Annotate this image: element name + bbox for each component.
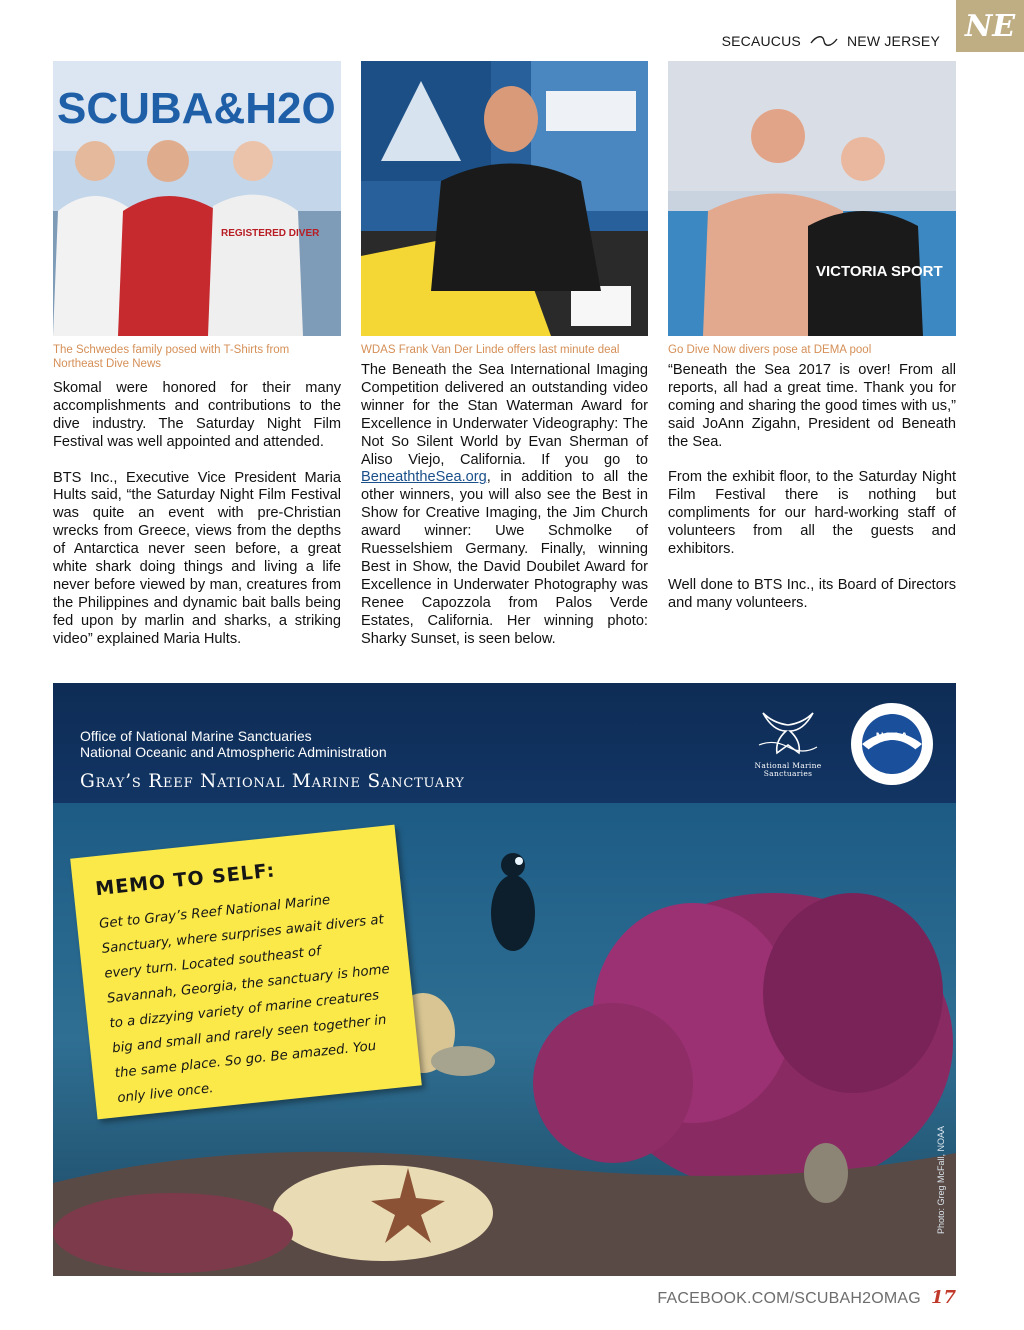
noaa-seal-icon (849, 701, 935, 787)
national-marine-sanctuaries-logo (743, 701, 833, 789)
paragraph: From the exhibit floor, to the Saturday Night Film Festival there is nothing but compliments for our hard-working staff of volunteers from all the guests and exhibitors. (668, 469, 956, 558)
agency-line: National Oceanic and Atmospheric Administration (80, 744, 387, 760)
beneaththesea-link[interactable]: BeneaththeSea.org (361, 469, 487, 486)
paragraph-text: , in addition to all the other winners, you will also see the Best in Show for Creative Imaging, the Jim Church award winner: Uwe Schmolke of Ruesselshiem Germany. Finally, winning Best in Show, the David Doubilet Award for Excellence in Underwater Photography was Renee Capozzola from Palos Verde Estates, California. Her winning photo: Sharky Sunset, is seen below. (361, 469, 648, 647)
paragraph: Skomal were honored for their many accomplishments and contributions to the dive industry. The Saturday Night Film Festival was well appointed and attended. (53, 380, 341, 450)
facebook-url: FACEBOOK.COM/SCUBAH2OMAG (657, 1290, 921, 1307)
photo-frank-van-der-linde (361, 61, 648, 336)
city-label: SECAUCUS (721, 33, 801, 49)
paragraph-text: The Beneath the Sea International Imaging Competition delivered an outstanding video winner for the Stan Waterman Award for Excellence in Underwater Videography: The Not So Silent World by Evan Sherman of Aliso Viejo, California. If you go to (361, 362, 648, 468)
photo-caption: Go Dive Now divers pose at DEMA pool (668, 344, 872, 356)
shirt-text: REGISTERED DIVER (221, 228, 320, 239)
photo-credit: Photo: Greg McFall, NOAA (936, 1125, 946, 1234)
memo-body: Get to Gray’s Reef National Marine Sanctuary, where surprises await divers at every turn. Located southeast of Savannah, Georgia, the sanctuary is home to a dizzying variety of marine creatures big and small and rarely seen together in the same place. So go. Be amazed. You only live once. (98, 892, 391, 1107)
agency-lines (80, 728, 387, 760)
photo-caption: The Schwedes family posed with T-Shirts from Northeast Dive News (53, 344, 290, 370)
grays-reef-advertisement (53, 683, 956, 1276)
noaa-label: NOAA (875, 731, 909, 743)
paragraph (361, 362, 648, 649)
banner-text: SCUBA&H2O (57, 84, 336, 133)
shirt-text: VICTORIA SPORT (816, 263, 943, 280)
article-column-2 (361, 362, 648, 666)
article-column-3 (668, 362, 956, 631)
memo-title: MEMO TO SELF: (94, 859, 277, 901)
whale-tail-icon (753, 701, 823, 757)
paragraph: Well done to BTS Inc., its Board of Directors and many volunteers. (668, 576, 956, 611)
state-label: NEW JERSEY (846, 33, 940, 49)
logo-label: Sanctuaries (763, 769, 813, 778)
paragraph: “Beneath the Sea 2017 is over! From all reports, all had a great time. Thank you for coming and sharing the good times with us,” said JoAnn Zigahn, President od Beneath the Sea. (668, 362, 956, 450)
memo-sticky-note (70, 825, 422, 1120)
article-column-1 (53, 380, 341, 666)
section-tab: NE (956, 0, 1024, 52)
agency-line: Office of National Marine Sanctuaries (80, 728, 312, 744)
page-number: 17 (930, 1287, 956, 1308)
paragraph: BTS Inc., Executive Vice President Maria Hults said, “the Saturday Night Film Festival was quite an event with pre-Christian wrecks from Greece, views from the depths of Antarctica never seen before, a great white shark doing things and living a life never before viewed by man, creatures from the Philippines and dynamic bait balls being fed upon by marlin and sharks, a striking video” explained Maria Hults. (53, 469, 341, 647)
photo-schwedes-family (53, 61, 341, 336)
photo-caption: WDAS Frank Van Der Linde offers last minute deal (361, 344, 620, 356)
location-header (722, 33, 940, 49)
page-footer (657, 1287, 956, 1308)
logo-label: National Marine (754, 761, 822, 770)
tilde-ornament-icon (809, 35, 839, 47)
sanctuary-title: Gray’s Reef National Marine Sanctuary (80, 771, 465, 792)
photo-dema-pool-divers (668, 61, 956, 336)
